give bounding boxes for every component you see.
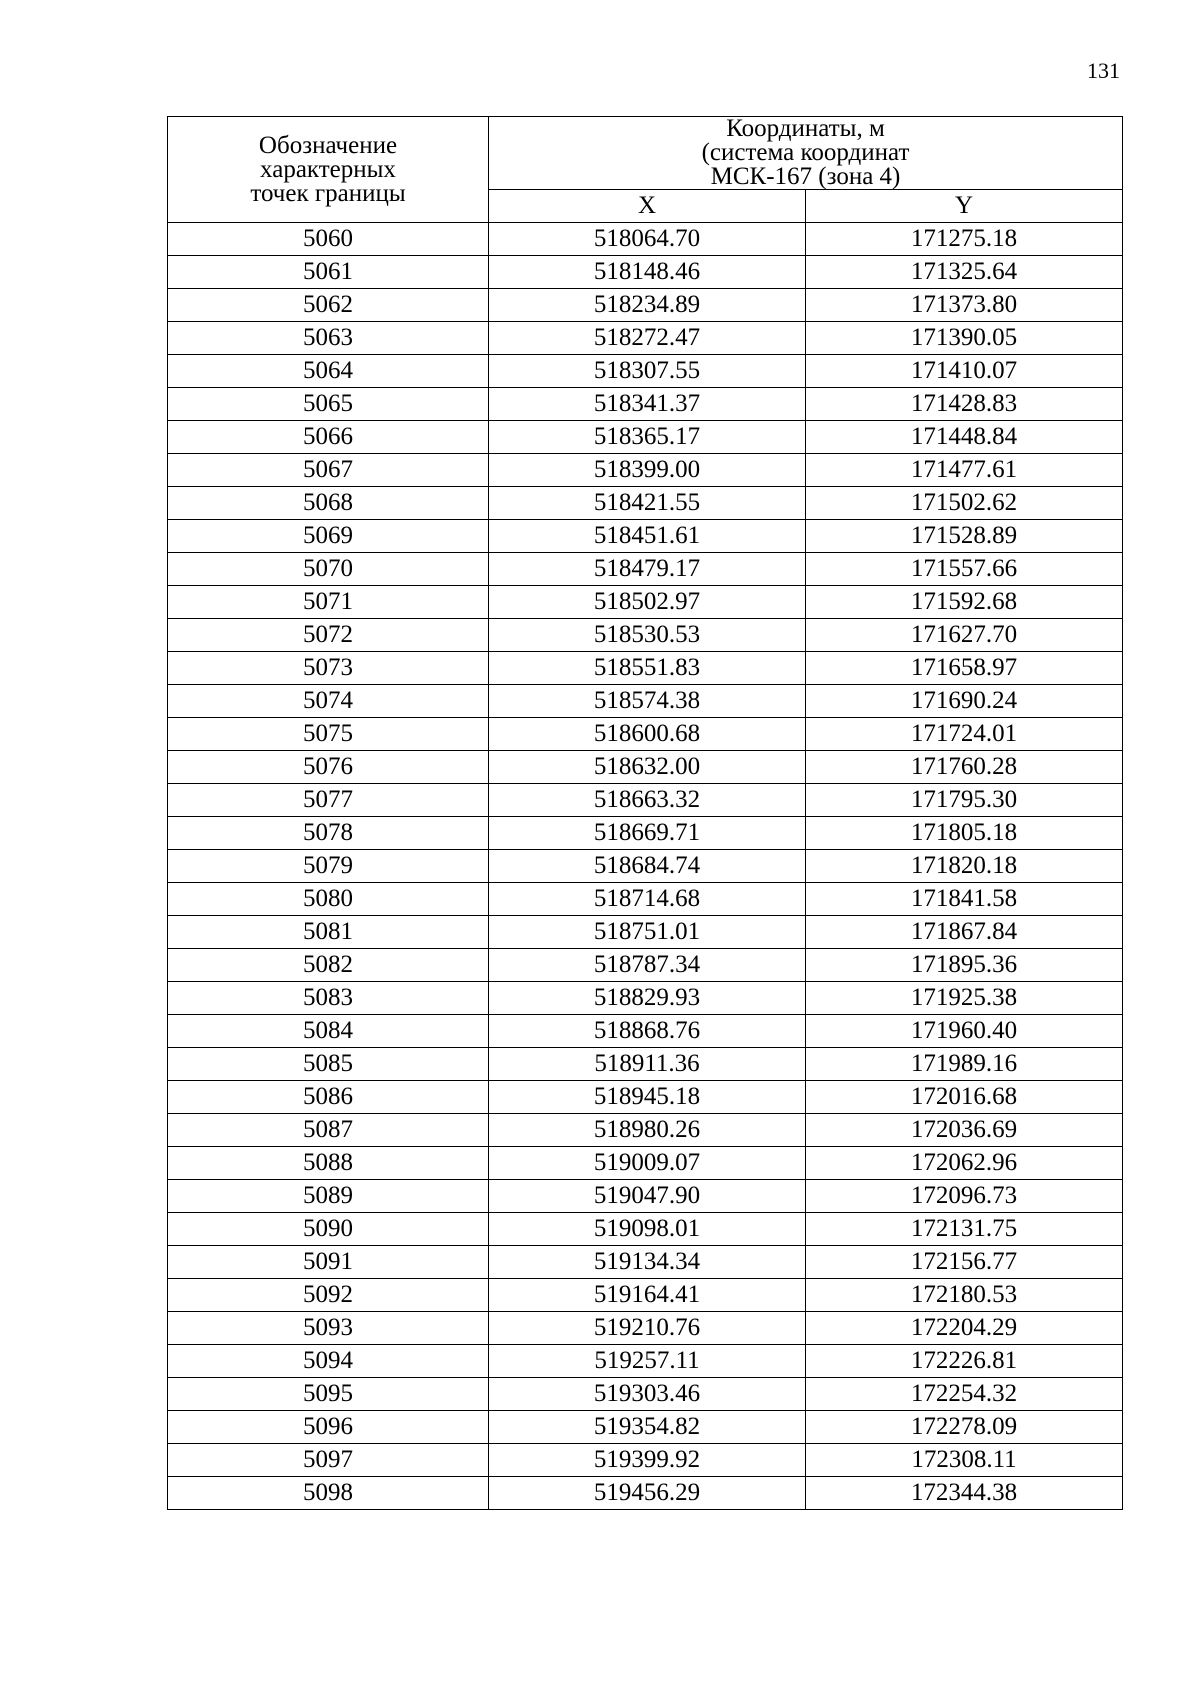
y-coordinate-cell: 171690.24 — [806, 685, 1123, 718]
coordinates-header — [489, 117, 1123, 190]
point-cell: 5083 — [168, 982, 489, 1015]
point-cell: 5074 — [168, 685, 489, 718]
y-coordinate-cell: 171627.70 — [806, 619, 1123, 652]
x-coordinate-cell: 518684.74 — [489, 850, 806, 883]
x-column-header: X — [489, 190, 806, 223]
y-coordinate-cell: 172204.29 — [806, 1312, 1123, 1345]
x-coordinate-cell: 518787.34 — [489, 949, 806, 982]
x-coordinate-cell: 518234.89 — [489, 289, 806, 322]
y-coordinate-cell: 171795.30 — [806, 784, 1123, 817]
y-coordinate-cell: 171805.18 — [806, 817, 1123, 850]
y-coordinate-cell: 171592.68 — [806, 586, 1123, 619]
y-coordinate-cell: 171477.61 — [806, 454, 1123, 487]
table-row — [168, 685, 1123, 718]
table-row — [168, 1444, 1123, 1477]
table-row — [168, 1378, 1123, 1411]
y-coordinate-cell: 172180.53 — [806, 1279, 1123, 1312]
point-cell: 5098 — [168, 1477, 489, 1510]
point-cell: 5075 — [168, 718, 489, 751]
y-coordinate-cell: 171658.97 — [806, 652, 1123, 685]
table-row — [168, 1246, 1123, 1279]
y-coordinate-cell: 171989.16 — [806, 1048, 1123, 1081]
y-coordinate-cell: 172308.11 — [806, 1444, 1123, 1477]
point-cell: 5078 — [168, 817, 489, 850]
table-row — [168, 784, 1123, 817]
point-cell: 5064 — [168, 355, 489, 388]
y-coordinate-cell: 171502.62 — [806, 487, 1123, 520]
y-coordinate-cell: 171275.18 — [806, 223, 1123, 256]
x-coordinate-cell: 518911.36 — [489, 1048, 806, 1081]
table-row — [168, 223, 1123, 256]
point-cell: 5065 — [168, 388, 489, 421]
y-coordinate-cell: 172096.73 — [806, 1180, 1123, 1213]
x-coordinate-cell: 519303.46 — [489, 1378, 806, 1411]
point-cell: 5080 — [168, 883, 489, 916]
table-row — [168, 421, 1123, 454]
x-coordinate-cell: 518272.47 — [489, 322, 806, 355]
table-row — [168, 883, 1123, 916]
page-number: 131 — [1087, 58, 1120, 83]
point-cell: 5079 — [168, 850, 489, 883]
x-coordinate-cell: 518669.71 — [489, 817, 806, 850]
point-cell: 5087 — [168, 1114, 489, 1147]
y-coordinate-cell: 171724.01 — [806, 718, 1123, 751]
header-line: (система координат — [701, 139, 910, 166]
x-coordinate-cell: 518451.61 — [489, 520, 806, 553]
y-coordinate-cell: 171373.80 — [806, 289, 1123, 322]
y-coordinate-cell: 171428.83 — [806, 388, 1123, 421]
y-coordinate-cell: 171448.84 — [806, 421, 1123, 454]
x-coordinate-cell: 519456.29 — [489, 1477, 806, 1510]
point-cell: 5095 — [168, 1378, 489, 1411]
y-coordinate-cell: 172016.68 — [806, 1081, 1123, 1114]
y-coordinate-cell: 172036.69 — [806, 1114, 1123, 1147]
table-row — [168, 388, 1123, 421]
header-line: характерных — [260, 155, 396, 183]
x-coordinate-cell: 519047.90 — [489, 1180, 806, 1213]
y-coordinate-cell: 171760.28 — [806, 751, 1123, 784]
x-coordinate-cell: 519134.34 — [489, 1246, 806, 1279]
x-coordinate-cell: 519164.41 — [489, 1279, 806, 1312]
x-coordinate-cell: 518399.00 — [489, 454, 806, 487]
y-coordinate-cell: 172131.75 — [806, 1213, 1123, 1246]
x-coordinate-cell: 518945.18 — [489, 1081, 806, 1114]
x-coordinate-cell: 518574.38 — [489, 685, 806, 718]
x-coordinate-cell: 518502.97 — [489, 586, 806, 619]
x-coordinate-cell: 518980.26 — [489, 1114, 806, 1147]
table-row — [168, 454, 1123, 487]
x-coordinate-cell: 519354.82 — [489, 1411, 806, 1444]
point-cell: 5096 — [168, 1411, 489, 1444]
x-coordinate-cell: 518365.17 — [489, 421, 806, 454]
point-cell: 5086 — [168, 1081, 489, 1114]
table-row — [168, 322, 1123, 355]
x-coordinate-cell: 518064.70 — [489, 223, 806, 256]
y-coordinate-cell: 172156.77 — [806, 1246, 1123, 1279]
point-cell: 5091 — [168, 1246, 489, 1279]
x-coordinate-cell: 518663.32 — [489, 784, 806, 817]
point-cell: 5071 — [168, 586, 489, 619]
y-coordinate-cell: 172254.32 — [806, 1378, 1123, 1411]
x-coordinate-cell: 518714.68 — [489, 883, 806, 916]
y-coordinate-cell: 171390.05 — [806, 322, 1123, 355]
x-coordinate-cell: 518148.46 — [489, 256, 806, 289]
x-coordinate-cell: 518868.76 — [489, 1015, 806, 1048]
table-row — [168, 751, 1123, 784]
table-row — [168, 652, 1123, 685]
point-cell: 5081 — [168, 916, 489, 949]
table-row — [168, 1411, 1123, 1444]
point-cell: 5084 — [168, 1015, 489, 1048]
x-coordinate-cell: 518829.93 — [489, 982, 806, 1015]
header-line: Обозначение — [258, 131, 398, 159]
x-coordinate-cell: 519009.07 — [489, 1147, 806, 1180]
y-coordinate-cell: 171557.66 — [806, 553, 1123, 586]
y-coordinate-cell: 172344.38 — [806, 1477, 1123, 1510]
y-coordinate-cell: 171867.84 — [806, 916, 1123, 949]
point-cell: 5094 — [168, 1345, 489, 1378]
table-row — [168, 1048, 1123, 1081]
point-cell: 5089 — [168, 1180, 489, 1213]
point-cell: 5062 — [168, 289, 489, 322]
point-cell: 5077 — [168, 784, 489, 817]
point-cell: 5070 — [168, 553, 489, 586]
header-line: Координаты, м — [726, 115, 885, 142]
table-row — [168, 1312, 1123, 1345]
table-row — [168, 256, 1123, 289]
point-cell: 5069 — [168, 520, 489, 553]
table-row — [168, 1477, 1123, 1510]
x-coordinate-cell: 519257.11 — [489, 1345, 806, 1378]
table-row — [168, 1213, 1123, 1246]
table-row — [168, 1081, 1123, 1114]
table-row — [168, 949, 1123, 982]
point-designation-header — [168, 117, 489, 223]
y-coordinate-cell: 171960.40 — [806, 1015, 1123, 1048]
table-row — [168, 718, 1123, 751]
table-row — [168, 817, 1123, 850]
y-coordinate-cell: 171325.64 — [806, 256, 1123, 289]
x-coordinate-cell: 518307.55 — [489, 355, 806, 388]
x-coordinate-cell: 518341.37 — [489, 388, 806, 421]
y-coordinate-cell: 172226.81 — [806, 1345, 1123, 1378]
point-cell: 5085 — [168, 1048, 489, 1081]
y-coordinate-cell: 171925.38 — [806, 982, 1123, 1015]
table-row — [168, 982, 1123, 1015]
point-cell: 5067 — [168, 454, 489, 487]
x-coordinate-cell: 519210.76 — [489, 1312, 806, 1345]
x-coordinate-cell: 518551.83 — [489, 652, 806, 685]
y-coordinate-cell: 171895.36 — [806, 949, 1123, 982]
x-coordinate-cell: 518600.68 — [489, 718, 806, 751]
y-column-header: Y — [806, 190, 1123, 223]
x-coordinate-cell: 518632.00 — [489, 751, 806, 784]
table-row — [168, 553, 1123, 586]
table-header — [168, 117, 1123, 223]
table-row — [168, 487, 1123, 520]
point-cell: 5090 — [168, 1213, 489, 1246]
table-row — [168, 619, 1123, 652]
point-cell: 5093 — [168, 1312, 489, 1345]
table-row — [168, 1345, 1123, 1378]
point-cell: 5076 — [168, 751, 489, 784]
table-row — [168, 289, 1123, 322]
table-row — [168, 1279, 1123, 1312]
point-cell: 5068 — [168, 487, 489, 520]
point-cell: 5061 — [168, 256, 489, 289]
table-row — [168, 586, 1123, 619]
table-row — [168, 1180, 1123, 1213]
point-cell: 5092 — [168, 1279, 489, 1312]
point-cell: 5088 — [168, 1147, 489, 1180]
point-cell: 5072 — [168, 619, 489, 652]
table-row — [168, 850, 1123, 883]
y-coordinate-cell: 171410.07 — [806, 355, 1123, 388]
y-coordinate-cell: 171841.58 — [806, 883, 1123, 916]
x-coordinate-cell: 519098.01 — [489, 1213, 806, 1246]
header-line: точек границы — [250, 179, 406, 207]
point-cell: 5060 — [168, 223, 489, 256]
x-coordinate-cell: 519399.92 — [489, 1444, 806, 1477]
x-coordinate-cell: 518479.17 — [489, 553, 806, 586]
x-coordinate-cell: 518530.53 — [489, 619, 806, 652]
point-cell: 5082 — [168, 949, 489, 982]
table-row — [168, 520, 1123, 553]
y-coordinate-cell: 172062.96 — [806, 1147, 1123, 1180]
point-cell: 5063 — [168, 322, 489, 355]
header-line: МСК-167 (зона 4) — [710, 163, 901, 190]
coordinates-table — [167, 116, 1123, 1510]
point-cell: 5073 — [168, 652, 489, 685]
table-row — [168, 1147, 1123, 1180]
x-coordinate-cell: 518751.01 — [489, 916, 806, 949]
point-cell: 5097 — [168, 1444, 489, 1477]
y-coordinate-cell: 171820.18 — [806, 850, 1123, 883]
table-body — [168, 223, 1123, 1510]
y-coordinate-cell: 171528.89 — [806, 520, 1123, 553]
table-row — [168, 916, 1123, 949]
x-coordinate-cell: 518421.55 — [489, 487, 806, 520]
point-cell: 5066 — [168, 421, 489, 454]
table-row — [168, 1015, 1123, 1048]
table-row — [168, 1114, 1123, 1147]
y-coordinate-cell: 172278.09 — [806, 1411, 1123, 1444]
table-row — [168, 355, 1123, 388]
